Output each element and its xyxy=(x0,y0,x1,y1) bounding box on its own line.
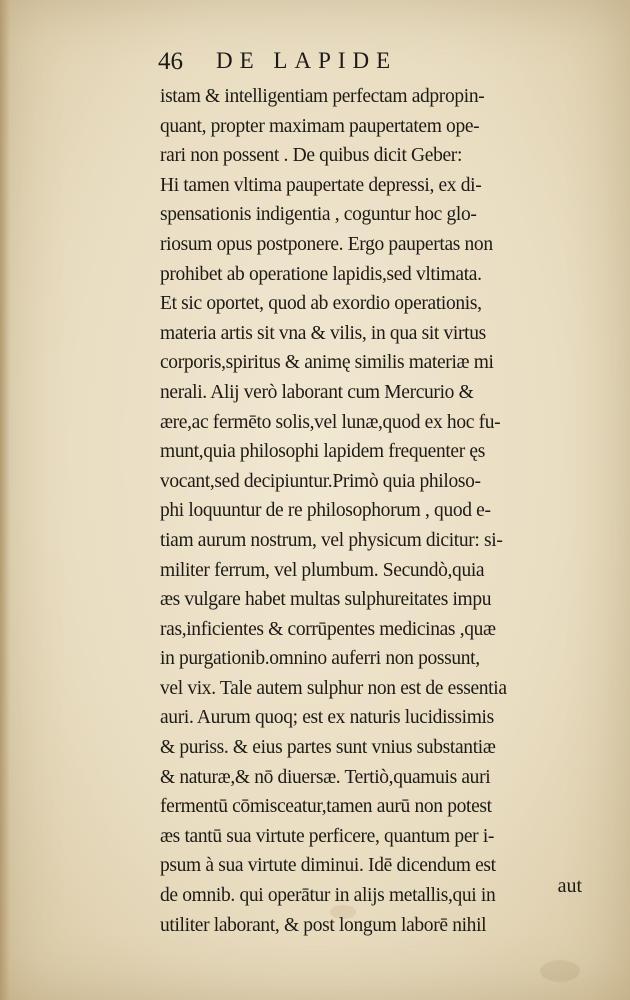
body-text xyxy=(160,82,598,940)
text-line: de omnib. qui operātur in alijs metallis,qui in xyxy=(160,885,496,907)
text-line: riosum opus postponere. Ergo paupertas non xyxy=(160,233,493,255)
text-line: corporis,spiritus & animę similis materiæ mi xyxy=(160,352,494,374)
page-gutter-shadow xyxy=(0,0,10,1000)
text-line: munt,quia philosophi lapidem frequenter ęs xyxy=(160,441,485,463)
text-line: prohibet ab operatione lapidis,sed vltimata. xyxy=(160,263,482,285)
text-line: ras,inficientes & corrūpentes medicinas ,quæ xyxy=(160,618,496,640)
text-line: tiam aurum nostrum, vel physicum dicitur: si- xyxy=(160,529,503,551)
text-line: Hi tamen vltima paupertate depressi, ex di- xyxy=(160,174,482,196)
text-line: auri. Aurum quoq; est ex naturis lucidissimis xyxy=(160,707,494,729)
text-line: spensationis indigentia , coguntur hoc glo- xyxy=(160,204,477,226)
text-line: æs vulgare habet multas sulphureitates impu xyxy=(160,589,492,611)
text-line: materia artis sit vna & vilis, in qua sit virtus xyxy=(160,322,486,344)
text-line: ære,ac fermēto solis,vel lunæ,quod ex hoc fu- xyxy=(160,411,501,433)
text-line: istam & intelligentiam perfectam adpropin- xyxy=(160,86,485,107)
text-line: & naturæ,& nō diuersæ. Tertiò,quamuis auri xyxy=(160,766,491,788)
page-header xyxy=(158,48,574,82)
catchword: aut xyxy=(557,875,582,897)
text-line: quant, propter maximam paupertatem ope- xyxy=(160,115,480,137)
text-line: phi loquuntur de re philosophorum , quod e- xyxy=(160,500,491,522)
text-line: & puriss. & eius partes sunt vnius substantiæ xyxy=(160,737,496,759)
text-line: vel vix. Tale autem sulphur non est de essentia xyxy=(160,677,507,699)
running-head: DE LAPIDE xyxy=(216,48,398,73)
text-line: fermentū cōmisceatur,tamen aurū non potest xyxy=(160,796,492,818)
text-line: nerali. Alij verò laborant cum Mercurio & xyxy=(160,381,474,403)
text-line: in purgationib.omnino auferri non possunt, xyxy=(160,648,480,670)
text-line: Et sic oportet, quod ab exordio operationis, xyxy=(160,293,482,315)
text-line: psum à sua virtute diminui. Idē dicendum est xyxy=(160,855,496,877)
text-line: æs tantū sua virtute perficere, quantum per i- xyxy=(160,825,495,847)
text-line: vocant,sed decipiuntur.Primò quia philoso- xyxy=(160,470,481,492)
text-line: utiliter laborant, & post longum laborē nihil xyxy=(160,914,487,936)
text-line: militer ferrum, vel plumbum. Secundò,quia xyxy=(160,559,485,581)
paper-stain xyxy=(540,960,580,982)
page-number: 46 xyxy=(158,48,183,75)
text-line: rari non possent . De quibus dicit Geber: xyxy=(160,145,463,167)
